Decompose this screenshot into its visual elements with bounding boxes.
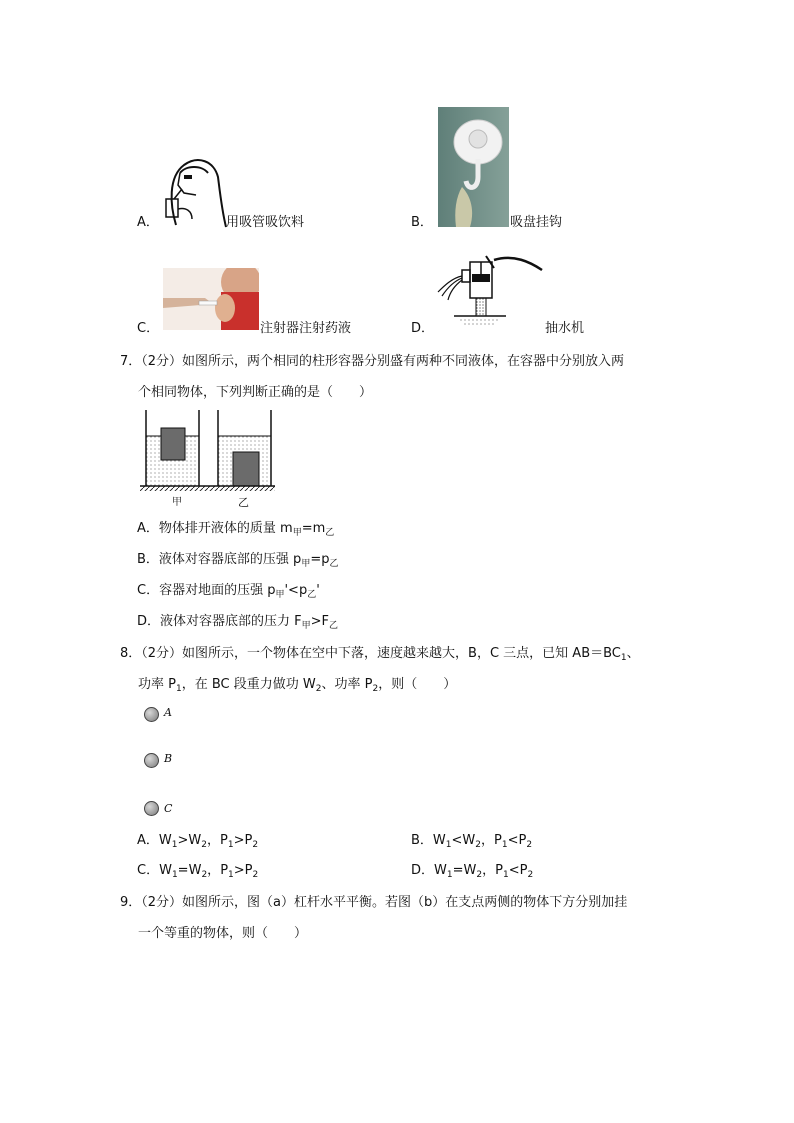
q8-stem-line1-text: 8．（2分）如图所示，一个物体在空中下落，速度越来越大，B，C 三点，已知 AB＝BC xyxy=(120,646,621,661)
q9-stem-line1: 9．（2分）如图所示，图（a）杠杆水平平衡。若图（b）在支点两侧的物体下方分别加挂 xyxy=(120,895,628,910)
sym: P xyxy=(244,863,253,878)
relation: > xyxy=(233,833,245,848)
q8-option-a xyxy=(137,832,258,854)
option-sub: 乙 xyxy=(325,528,335,538)
option-sub: 乙 xyxy=(307,590,317,600)
q8-text: ，在 BC 段重力做功 W xyxy=(181,677,316,692)
water-pump-diagram xyxy=(434,250,544,332)
option-letter: C． xyxy=(137,583,160,598)
option-letter: A． xyxy=(137,215,159,230)
q8-text: 功率 P xyxy=(138,677,176,692)
ball-point-c xyxy=(144,801,159,816)
option-letter: A． xyxy=(137,833,159,848)
sub: 2 xyxy=(201,870,208,880)
q8-sub: 1 xyxy=(175,684,182,694)
sub: 1 xyxy=(228,870,234,880)
relation: = xyxy=(452,863,464,878)
q7-stem-line2: 个相同物体，下列判断正确的是（ ） xyxy=(138,385,373,400)
sub: 1 xyxy=(227,840,234,850)
sym: W xyxy=(188,863,202,878)
option-text: 物体排开液体的质量 m xyxy=(158,521,293,536)
q7-stem-line1: 7．（2分）如图所示，两个相同的柱形容器分别盛有两种不同液体，在容器中分别放入两 xyxy=(120,354,625,369)
sym: W xyxy=(158,833,172,848)
straw-drinking-figure xyxy=(162,155,228,229)
option-caption: 抽水机 xyxy=(545,321,585,336)
q8-option-c xyxy=(137,862,258,884)
sep: ， xyxy=(207,833,221,848)
option-letter: D． xyxy=(411,863,435,878)
option-sub: 甲 xyxy=(292,528,302,538)
sub: 2 xyxy=(526,840,533,850)
option-sub: 甲 xyxy=(301,559,311,569)
q8-stem-line2 xyxy=(138,676,456,698)
suction-cup-hook-photo xyxy=(438,107,509,227)
option-caption: 吸盘挂钩 xyxy=(510,215,563,230)
option-text: 液体对容器底部的压力 F xyxy=(160,614,302,629)
q8-sub: 2 xyxy=(315,684,322,694)
relation: < xyxy=(508,863,520,878)
option-caption: 用吸管吸饮料 xyxy=(226,215,305,230)
option-text: 容器对地面的压强 p xyxy=(159,583,276,598)
relation: = xyxy=(177,863,189,878)
sub: 2 xyxy=(201,840,207,850)
sub: 2 xyxy=(252,840,259,850)
sym: W xyxy=(432,833,446,848)
sub: 2 xyxy=(476,870,483,880)
syringe-injection-photo xyxy=(163,268,259,330)
relation: < xyxy=(507,833,519,848)
relation: > xyxy=(177,833,189,848)
ball-point-a xyxy=(144,707,159,722)
q8-stem-line1-tail: 、 xyxy=(626,646,640,661)
sep: ， xyxy=(481,833,495,848)
sep: ， xyxy=(482,863,496,878)
q8-text: 、功率 P xyxy=(321,677,373,692)
sub: 2 xyxy=(527,870,534,880)
option-letter: B． xyxy=(411,215,433,230)
relation: > xyxy=(233,863,245,878)
sub: 1 xyxy=(502,870,509,880)
point-label-a: A xyxy=(164,706,172,719)
q7-option-b xyxy=(137,551,339,573)
option-caption: 注射器注射药液 xyxy=(260,321,352,336)
q8-stem-line1 xyxy=(120,645,640,667)
sep: ， xyxy=(207,863,221,878)
option-letter: C． xyxy=(137,321,160,336)
option-relation: =m xyxy=(301,521,326,536)
sym: P xyxy=(220,863,229,878)
sym: W xyxy=(188,833,202,848)
option-sub: 甲 xyxy=(275,590,285,600)
option-letter: D． xyxy=(137,614,161,629)
sub: 2 xyxy=(475,840,482,850)
sym: P xyxy=(495,863,503,878)
option-relation: >F xyxy=(310,614,330,629)
option-relation: '<p xyxy=(284,583,308,598)
option-letter: B． xyxy=(411,833,433,848)
q8-option-b xyxy=(411,832,532,854)
option-sub: 乙 xyxy=(329,621,339,631)
option-text: 液体对容器底部的压强 p xyxy=(158,552,302,567)
q7-option-d xyxy=(137,613,338,635)
q7-option-c xyxy=(137,582,320,604)
sym: P xyxy=(494,833,502,848)
q8-sub: 2 xyxy=(372,684,379,694)
sub: 1 xyxy=(171,840,178,850)
sym: P xyxy=(220,833,228,848)
q8-text: ，则（ ） xyxy=(378,677,457,692)
sym: W xyxy=(462,833,476,848)
q8-sub: 1 xyxy=(620,653,627,663)
sym: P xyxy=(519,863,528,878)
sym: P xyxy=(518,833,527,848)
ball-point-b xyxy=(144,753,159,768)
option-tail: ' xyxy=(316,583,320,598)
sym: P xyxy=(244,833,253,848)
option-letter: D． xyxy=(411,321,435,336)
option-sub: 乙 xyxy=(329,559,339,569)
q7-container-figure xyxy=(138,408,278,512)
option-letter: C． xyxy=(137,863,160,878)
q7-figure-label-left: 甲 xyxy=(172,497,182,508)
q7-option-a xyxy=(137,520,334,542)
option-relation: =p xyxy=(310,552,330,567)
q9-stem-line2: 一个等重的物体，则（ ） xyxy=(138,926,308,941)
sub: 1 xyxy=(501,840,508,850)
option-letter: A． xyxy=(137,521,159,536)
point-label-b: B xyxy=(164,752,173,765)
option-sub: 甲 xyxy=(301,621,311,631)
relation: < xyxy=(451,833,463,848)
sym: W xyxy=(434,863,447,878)
q8-option-d xyxy=(411,862,533,884)
sub: 1 xyxy=(171,870,178,880)
sub: 1 xyxy=(446,870,453,880)
q7-figure-label-right: 乙 xyxy=(238,496,249,509)
sub: 2 xyxy=(252,870,259,880)
point-label-c: C xyxy=(164,802,173,815)
option-letter: B． xyxy=(137,552,159,567)
sym: W xyxy=(463,863,477,878)
sub: 1 xyxy=(445,840,452,850)
sym: W xyxy=(159,863,172,878)
